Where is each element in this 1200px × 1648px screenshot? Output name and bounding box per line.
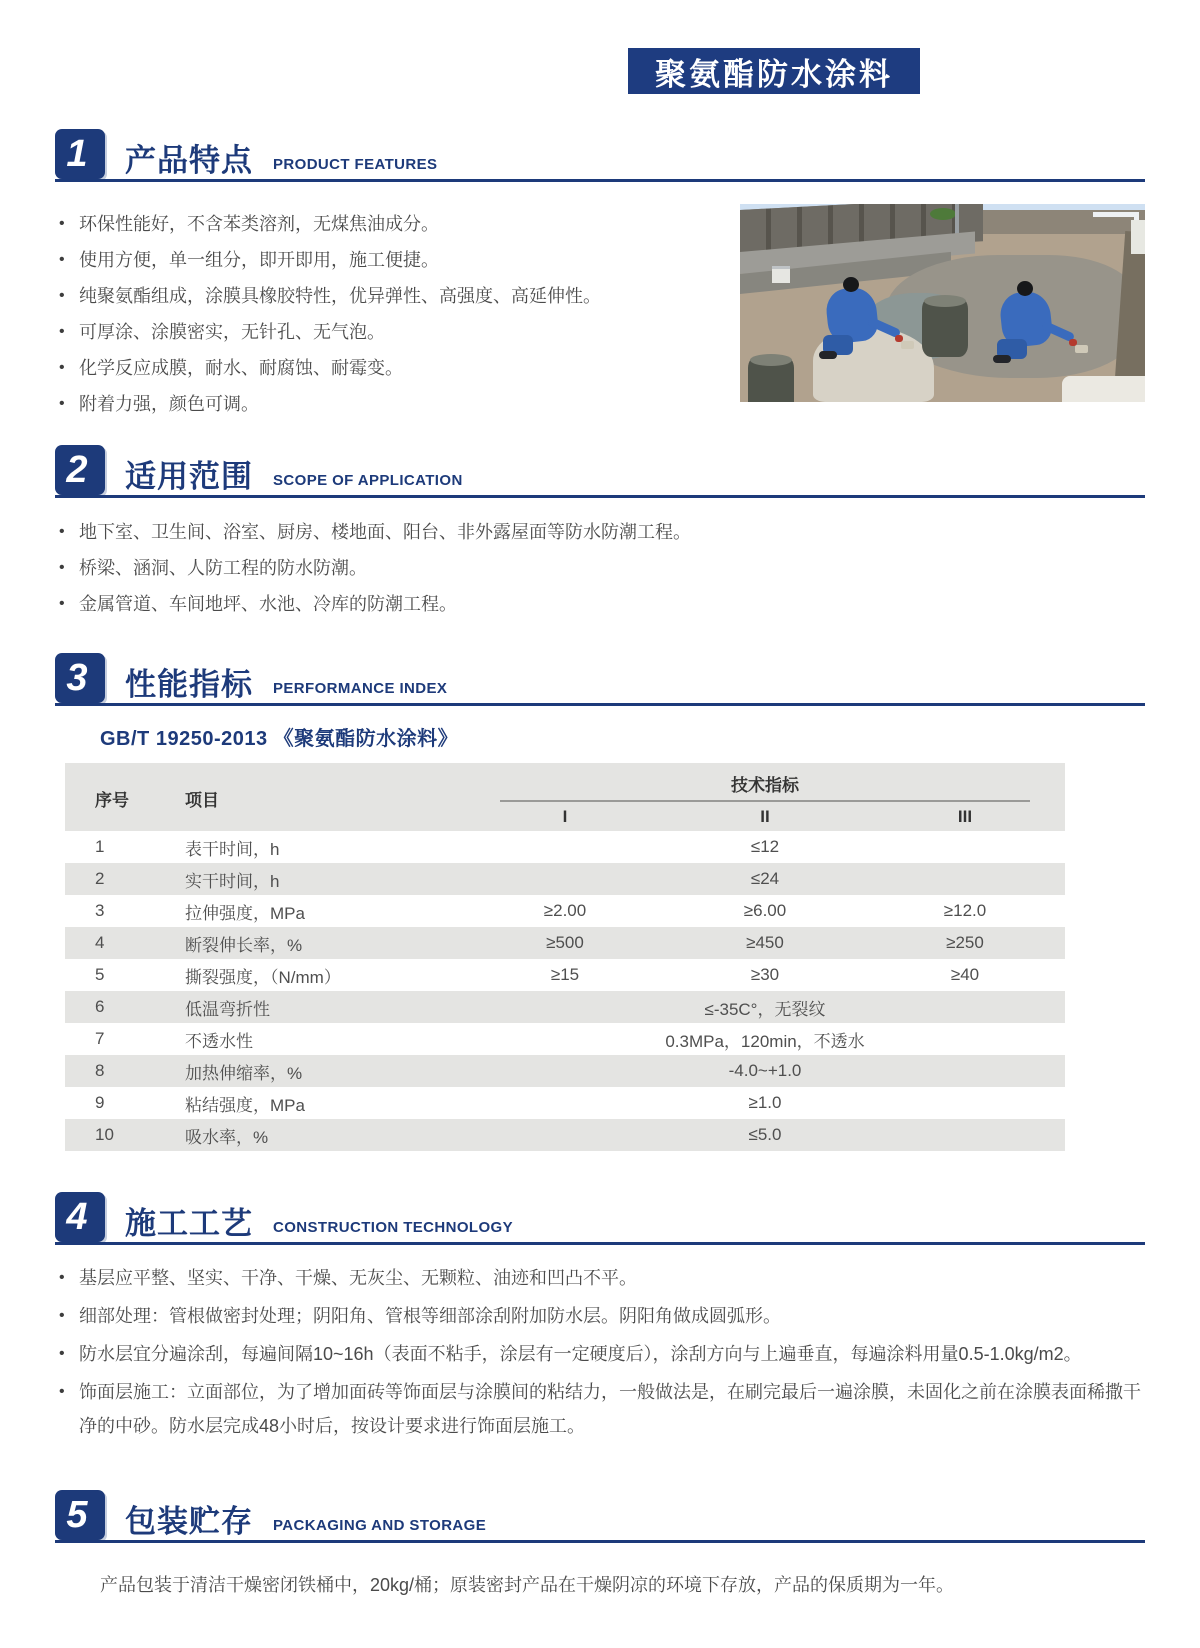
bullet-item: • 金属管道、车间地坪、水池、冷库的防潮工程。 [55,586,1145,622]
cell-item: 断裂伸长率，% [185,935,303,955]
table-row [65,831,1065,863]
bullet-item: • 桥梁、涵洞、人防工程的防水防潮。 [55,550,1145,586]
cell-value: ≥15 [550,965,580,984]
cell-value: ≥40 [950,965,980,984]
bullet-item: • 使用方便，单一组分，即开即用，施工便捷。 [55,242,740,278]
cell-no: 6 [95,997,105,1016]
section-header-packaging [55,1489,1145,1543]
cell-value-span: ≤12 [750,837,780,856]
cell-no: 3 [95,901,105,920]
standard-reference: GB/T 19250-2013 《聚氨酯防水涂料》 [100,728,459,750]
column-header-no: 序号 [95,790,129,810]
cell-value-span: ≤-35C°，无裂纹 [704,999,826,1019]
table-row [65,1023,1065,1055]
section-header-performance [55,652,1145,706]
section-title-en: CONSTRUCTION TECHNOLOGY [273,1219,514,1236]
photo-paint-bucket [772,266,790,283]
section-title-cn: 产品特点 [125,143,253,178]
table-row [65,1055,1065,1087]
section-number-badge: 1 [55,129,105,179]
bullet-item: • 化学反应成膜，耐水、耐腐蚀、耐霉变。 [55,350,740,386]
cell-value-span: ≥1.0 [748,1093,782,1112]
bullet-item: • 饰面层施工：立面部位，为了增加面砖等饰面层与涂膜间的粘结力，一般做法是，在刷完最后一遍涂膜，未固化之前在涂膜表面稀撒干净的中砂。防水层完成48小时后，按设计要求进行饰面层施工。 [55,1375,1145,1443]
table-row [65,991,1065,1023]
column-header-item: 项目 [185,790,219,810]
bullet-item: • 防水层宜分遍涂刮，每遍间隔10~16h（表面不粘手，涂层有一定硬度后），涂刮方向与上遍垂直，每遍涂料用量0.5-1.0kg/m2。 [55,1337,1145,1371]
performance-index-table [65,763,1065,1151]
photo-barrel-center [922,297,968,357]
page-title: 聚氨酯防水涂料 [628,48,920,94]
product-photo [740,204,1145,402]
cell-value: ≥2.00 [543,901,587,920]
cell-no: 8 [95,1061,105,1080]
cell-value-span: 0.3MPa，120min，不透水 [665,1031,865,1051]
cell-no: 1 [95,837,105,856]
section-title-cn: 包装贮存 [125,1504,253,1539]
section-title-en: SCOPE OF APPLICATION [273,472,463,489]
cell-item: 吸水率，% [185,1127,269,1147]
photo-railing [1093,212,1139,217]
features-bullet-list [55,206,740,422]
photo-white-edge [1062,376,1145,402]
cell-item: 表干时间，h [185,839,280,859]
section-number-badge: 4 [55,1192,105,1242]
section-title-cn: 施工工艺 [125,1206,253,1241]
bullet-item: • 环保性能好，不含苯类溶剂，无煤焦油成分。 [55,206,740,242]
photo-white-edge-top [1131,220,1145,254]
cell-value-span: ≤5.0 [748,1125,782,1144]
cell-item: 低温弯折性 [185,999,270,1019]
section-number-badge: 5 [55,1490,105,1540]
cell-no: 7 [95,1029,105,1048]
section-title-en: PACKAGING AND STORAGE [273,1517,487,1534]
datasheet-content [55,128,1145,1601]
section-number-badge: 2 [55,445,105,495]
bullet-item: • 细部处理：管根做密封处理；阴阳角、管根等细部涂刮附加防水层。阴阳角做成圆弧形。 [55,1299,1145,1333]
table-row [65,895,1065,927]
table-row [65,927,1065,959]
section-title-cn: 适用范围 [125,459,253,494]
section-title-en: PERFORMANCE INDEX [273,680,448,697]
cell-no: 5 [95,965,105,984]
cell-value: ≥450 [746,933,784,952]
cell-value: ≥30 [750,965,780,984]
cell-item: 不透水性 [185,1031,253,1051]
table-header-row [65,763,1065,831]
scope-bullet-list [55,514,1145,622]
photo-barrel-left [748,356,794,402]
cell-no: 4 [95,933,105,952]
cell-value: ≥250 [946,933,984,952]
cell-item: 拉伸强度，MPa [185,903,305,923]
table-row [65,1119,1065,1151]
cell-no: 9 [95,1093,105,1112]
section-number-badge: 3 [55,653,105,703]
cell-value: ≥500 [546,933,584,952]
cell-value: ≥6.00 [743,901,787,920]
bullet-item: • 地下室、卫生间、浴室、厨房、楼地面、阳台、非外露屋面等防水防潮工程。 [55,514,1145,550]
features-body [55,200,1145,422]
bullet-item: • 基层应平整、坚实、干净、干燥、无灰尘、无颗粒、油迹和凹凸不平。 [55,1261,1145,1295]
section-title-en: PRODUCT FEATURES [273,156,438,173]
table-row [65,863,1065,895]
bullet-item: • 附着力强，颜色可调。 [55,386,740,422]
cell-value: ≥12.0 [943,901,987,920]
section-title-cn: 性能指标 [125,667,253,702]
table-row [65,959,1065,991]
cell-item: 实干时间，h [185,871,280,891]
photo-worker-right [983,275,1073,367]
section-header-features [55,128,1145,182]
cell-item: 粘结强度，MPa [185,1095,305,1115]
section-header-construction [55,1191,1145,1245]
cell-item: 加热伸缩率，% [185,1063,303,1083]
cell-value-span: -4.0~+1.0 [728,1061,802,1080]
column-header-grade: II [760,807,770,826]
cell-value-span: ≤24 [750,869,780,888]
bullet-item: • 纯聚氨酯组成，涂膜具橡胶特性，优异弹性、高强度、高延伸性。 [55,278,740,314]
packaging-text: 产品包装于清洁干燥密闭铁桶中，20kg/桶；原装密封产品在干燥阴凉的环境下存放，产品的保质期为一年。 [100,1575,955,1595]
section-header-scope [55,444,1145,498]
cell-no: 2 [95,869,105,888]
column-header-tech-index: 技术指标 [465,769,1065,802]
photo-worker-left [809,271,899,363]
cell-no: 10 [95,1125,114,1144]
cell-item: 撕裂强度，（N/mm） [185,967,341,987]
construction-bullet-list [55,1261,1145,1443]
bullet-item: • 可厚涂、涂膜密实，无针孔、无气泡。 [55,314,740,350]
column-header-grade: III [957,807,973,826]
column-header-grade: I [562,807,568,826]
table-row [65,1087,1065,1119]
